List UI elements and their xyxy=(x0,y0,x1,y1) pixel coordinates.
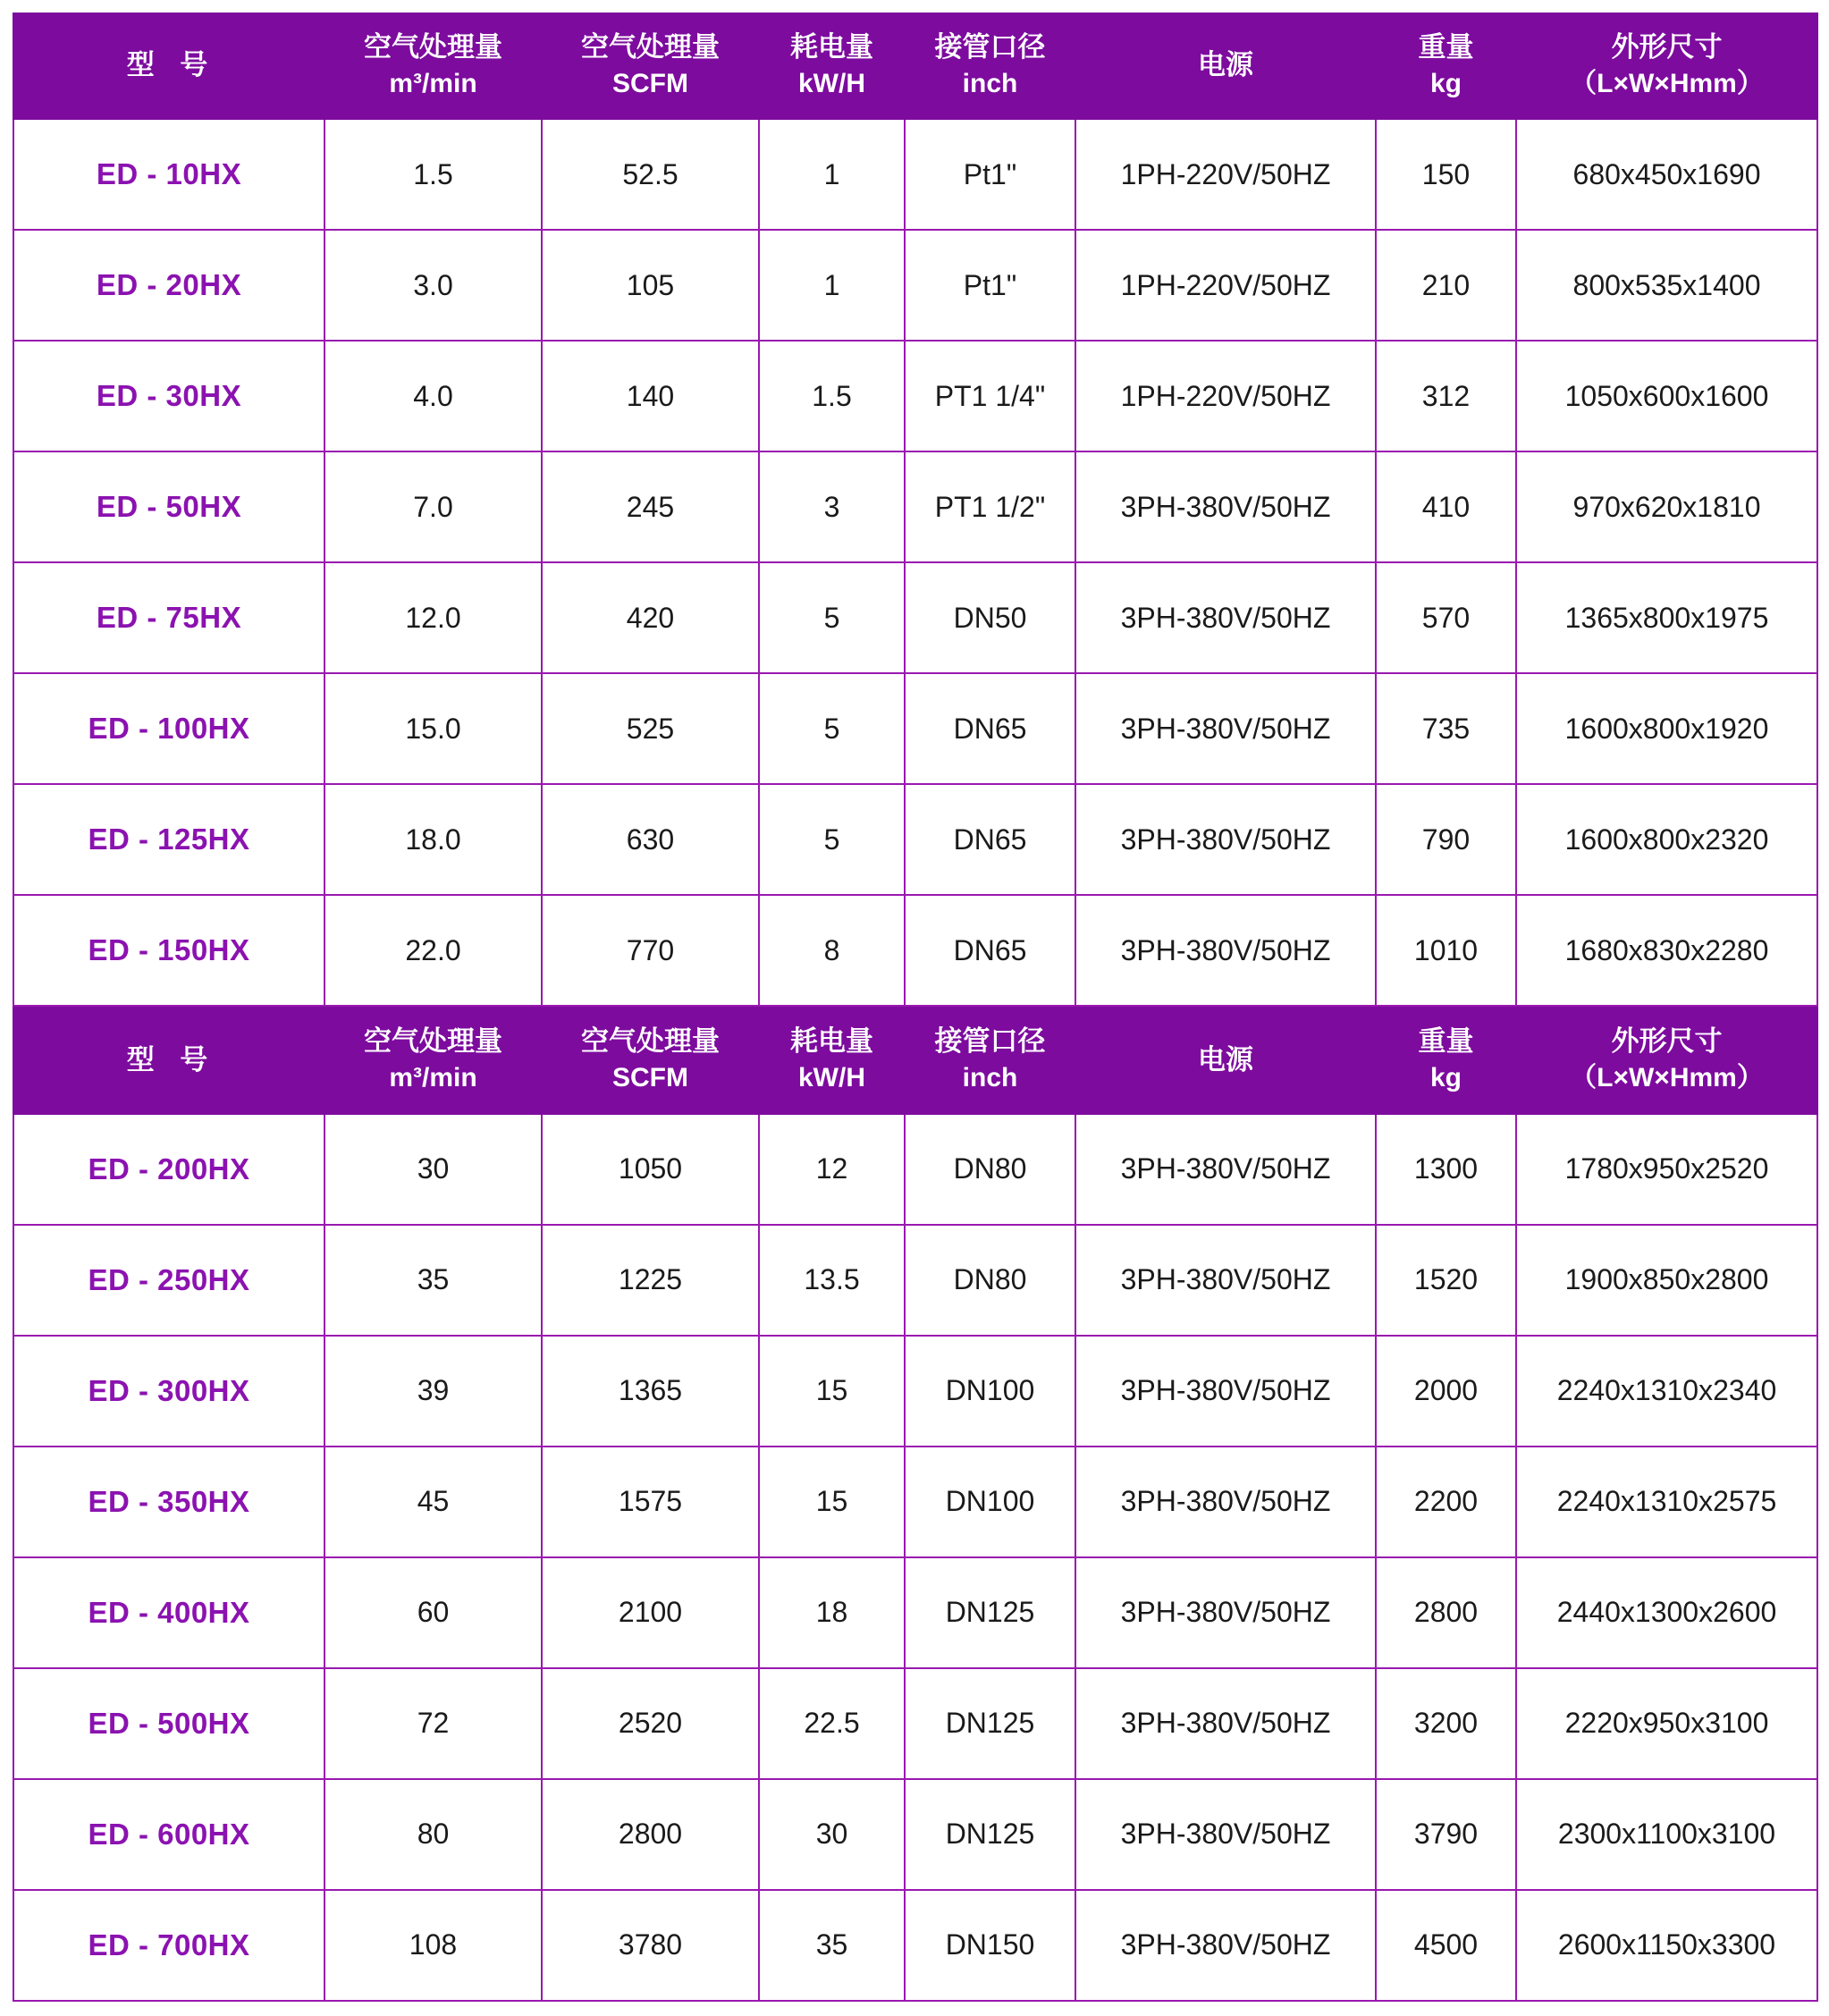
cell-power-supply: 1PH-220V/50HZ xyxy=(1075,341,1376,451)
table-row xyxy=(13,1890,1817,2001)
cell-air-capacity-scfm: 245 xyxy=(542,451,759,562)
cell-weight: 210 xyxy=(1376,230,1516,341)
cell-weight: 150 xyxy=(1376,119,1516,230)
cell-power-supply: 3PH-380V/50HZ xyxy=(1075,784,1376,895)
cell-model: ED - 50HX xyxy=(13,451,324,562)
specification-table-top xyxy=(13,13,1818,1007)
cell-model: ED - 75HX xyxy=(13,562,324,673)
cell-power-supply: 3PH-380V/50HZ xyxy=(1075,1668,1376,1779)
column-header-pipe-diameter-sub: inch xyxy=(962,1063,1018,1093)
cell-model: ED - 10HX xyxy=(13,119,324,230)
cell-power-consumption: 35 xyxy=(759,1890,905,2001)
cell-weight: 1520 xyxy=(1376,1225,1516,1336)
header-row xyxy=(13,13,1817,119)
column-header-power-consumption xyxy=(759,1008,905,1113)
cell-air-capacity-scfm: 525 xyxy=(542,673,759,784)
cell-dimensions: 1365x800x1975 xyxy=(1516,562,1817,673)
column-header-air-capacity-scfm-main: 空气处理量 xyxy=(581,31,720,63)
column-header-air-capacity-m3-main: 空气处理量 xyxy=(364,31,502,63)
cell-model: ED - 100HX xyxy=(13,673,324,784)
cell-weight: 312 xyxy=(1376,341,1516,451)
table-bottom-header xyxy=(13,1008,1817,1113)
table-top-body xyxy=(13,119,1817,1006)
column-header-power-consumption-sub: kW/H xyxy=(798,1063,865,1093)
table-row xyxy=(13,1114,1817,1225)
table-row xyxy=(13,895,1817,1006)
cell-model: ED - 400HX xyxy=(13,1557,324,1668)
cell-air-capacity-scfm: 2800 xyxy=(542,1779,759,1890)
cell-air-capacity-scfm: 1575 xyxy=(542,1447,759,1557)
column-header-model-main: 型 号 xyxy=(126,1043,217,1075)
cell-air-capacity-m3: 3.0 xyxy=(324,230,542,341)
column-header-power-consumption-main: 耗电量 xyxy=(790,1025,873,1058)
cell-weight: 790 xyxy=(1376,784,1516,895)
column-header-pipe-diameter-main: 接管口径 xyxy=(934,31,1046,63)
cell-dimensions: 1600x800x1920 xyxy=(1516,673,1817,784)
cell-power-supply: 3PH-380V/50HZ xyxy=(1075,1779,1376,1890)
column-header-air-capacity-scfm xyxy=(542,13,759,119)
column-header-air-capacity-scfm-sub: SCFM xyxy=(612,1063,688,1093)
column-header-dimensions-sub: （L×W×Hmm） xyxy=(1570,1063,1764,1093)
column-header-dimensions xyxy=(1516,1008,1817,1113)
cell-dimensions: 2220x950x3100 xyxy=(1516,1668,1817,1779)
cell-air-capacity-m3: 80 xyxy=(324,1779,542,1890)
column-header-dimensions-main: 外形尺寸 xyxy=(1611,31,1723,63)
column-header-model-main: 型 号 xyxy=(126,49,217,81)
column-header-air-capacity-m3 xyxy=(324,13,542,119)
cell-power-consumption: 30 xyxy=(759,1779,905,1890)
cell-power-supply: 3PH-380V/50HZ xyxy=(1075,1447,1376,1557)
cell-pipe-diameter: DN100 xyxy=(905,1336,1075,1447)
cell-air-capacity-scfm: 3780 xyxy=(542,1890,759,2001)
table-row xyxy=(13,1557,1817,1668)
cell-dimensions: 680x450x1690 xyxy=(1516,119,1817,230)
table-top-header xyxy=(13,13,1817,119)
cell-power-consumption: 5 xyxy=(759,673,905,784)
cell-air-capacity-m3: 60 xyxy=(324,1557,542,1668)
column-header-air-capacity-m3-main: 空气处理量 xyxy=(364,1025,502,1058)
cell-power-consumption: 5 xyxy=(759,784,905,895)
column-header-air-capacity-scfm-main: 空气处理量 xyxy=(581,1025,720,1058)
cell-weight: 3200 xyxy=(1376,1668,1516,1779)
cell-power-consumption: 3 xyxy=(759,451,905,562)
cell-model: ED - 700HX xyxy=(13,1890,324,2001)
cell-air-capacity-m3: 72 xyxy=(324,1668,542,1779)
cell-weight: 3790 xyxy=(1376,1779,1516,1890)
cell-dimensions: 1050x600x1600 xyxy=(1516,341,1817,451)
cell-air-capacity-scfm: 105 xyxy=(542,230,759,341)
column-header-model xyxy=(13,1008,324,1113)
cell-air-capacity-m3: 39 xyxy=(324,1336,542,1447)
table-row xyxy=(13,1668,1817,1779)
cell-air-capacity-scfm: 770 xyxy=(542,895,759,1006)
cell-air-capacity-scfm: 140 xyxy=(542,341,759,451)
cell-model: ED - 250HX xyxy=(13,1225,324,1336)
cell-pipe-diameter: DN125 xyxy=(905,1557,1075,1668)
cell-model: ED - 125HX xyxy=(13,784,324,895)
cell-power-consumption: 5 xyxy=(759,562,905,673)
cell-power-consumption: 1 xyxy=(759,119,905,230)
cell-model: ED - 200HX xyxy=(13,1114,324,1225)
column-header-dimensions-sub: （L×W×Hmm） xyxy=(1570,68,1764,98)
cell-weight: 1010 xyxy=(1376,895,1516,1006)
cell-weight: 2200 xyxy=(1376,1447,1516,1557)
cell-power-supply: 3PH-380V/50HZ xyxy=(1075,1114,1376,1225)
table-row xyxy=(13,562,1817,673)
cell-power-supply: 1PH-220V/50HZ xyxy=(1075,119,1376,230)
column-header-pipe-diameter xyxy=(905,13,1075,119)
column-header-power-consumption-sub: kW/H xyxy=(798,68,865,98)
cell-air-capacity-scfm: 2100 xyxy=(542,1557,759,1668)
cell-pipe-diameter: PT1 1/2" xyxy=(905,451,1075,562)
column-header-pipe-diameter-main: 接管口径 xyxy=(934,1025,1046,1058)
cell-pipe-diameter: Pt1" xyxy=(905,230,1075,341)
cell-pipe-diameter: DN65 xyxy=(905,784,1075,895)
cell-dimensions: 1900x850x2800 xyxy=(1516,1225,1817,1336)
cell-model: ED - 350HX xyxy=(13,1447,324,1557)
cell-pipe-diameter: PT1 1/4" xyxy=(905,341,1075,451)
column-header-weight xyxy=(1376,1008,1516,1113)
column-header-power-supply-main: 电源 xyxy=(1198,49,1253,81)
cell-air-capacity-m3: 35 xyxy=(324,1225,542,1336)
cell-pipe-diameter: Pt1" xyxy=(905,119,1075,230)
table-row xyxy=(13,673,1817,784)
cell-air-capacity-m3: 22.0 xyxy=(324,895,542,1006)
cell-model: ED - 300HX xyxy=(13,1336,324,1447)
table-row xyxy=(13,451,1817,562)
cell-dimensions: 800x535x1400 xyxy=(1516,230,1817,341)
cell-pipe-diameter: DN125 xyxy=(905,1668,1075,1779)
column-header-air-capacity-m3 xyxy=(324,1008,542,1113)
column-header-air-capacity-scfm-sub: SCFM xyxy=(612,68,688,98)
cell-air-capacity-scfm: 630 xyxy=(542,784,759,895)
column-header-pipe-diameter xyxy=(905,1008,1075,1113)
cell-pipe-diameter: DN50 xyxy=(905,562,1075,673)
column-header-weight xyxy=(1376,13,1516,119)
table-row xyxy=(13,341,1817,451)
cell-air-capacity-m3: 45 xyxy=(324,1447,542,1557)
cell-power-consumption: 13.5 xyxy=(759,1225,905,1336)
cell-power-supply: 3PH-380V/50HZ xyxy=(1075,895,1376,1006)
cell-air-capacity-m3: 1.5 xyxy=(324,119,542,230)
column-header-weight-main: 重量 xyxy=(1418,1025,1474,1058)
cell-air-capacity-m3: 7.0 xyxy=(324,451,542,562)
cell-dimensions: 2240x1310x2340 xyxy=(1516,1336,1817,1447)
column-header-weight-sub: kg xyxy=(1429,68,1462,98)
cell-model: ED - 600HX xyxy=(13,1779,324,1890)
cell-pipe-diameter: DN65 xyxy=(905,895,1075,1006)
cell-air-capacity-scfm: 2520 xyxy=(542,1668,759,1779)
column-header-weight-sub: kg xyxy=(1429,1063,1462,1093)
column-header-pipe-diameter-sub: inch xyxy=(962,68,1018,98)
cell-air-capacity-m3: 4.0 xyxy=(324,341,542,451)
column-header-dimensions xyxy=(1516,13,1817,119)
column-header-air-capacity-m3-sub: m³/min xyxy=(389,1063,477,1093)
cell-power-supply: 3PH-380V/50HZ xyxy=(1075,673,1376,784)
cell-weight: 570 xyxy=(1376,562,1516,673)
cell-air-capacity-scfm: 420 xyxy=(542,562,759,673)
cell-air-capacity-scfm: 1225 xyxy=(542,1225,759,1336)
cell-pipe-diameter: DN65 xyxy=(905,673,1075,784)
column-header-power-supply xyxy=(1075,1008,1376,1113)
cell-dimensions: 970x620x1810 xyxy=(1516,451,1817,562)
cell-power-supply: 3PH-380V/50HZ xyxy=(1075,1336,1376,1447)
cell-dimensions: 1780x950x2520 xyxy=(1516,1114,1817,1225)
cell-power-supply: 3PH-380V/50HZ xyxy=(1075,1225,1376,1336)
cell-power-supply: 3PH-380V/50HZ xyxy=(1075,451,1376,562)
header-row xyxy=(13,1008,1817,1113)
column-header-air-capacity-scfm xyxy=(542,1008,759,1113)
cell-dimensions: 2440x1300x2600 xyxy=(1516,1557,1817,1668)
column-header-power-consumption-main: 耗电量 xyxy=(790,31,873,63)
column-header-weight-main: 重量 xyxy=(1418,31,1474,63)
cell-pipe-diameter: DN150 xyxy=(905,1890,1075,2001)
cell-dimensions: 1680x830x2280 xyxy=(1516,895,1817,1006)
cell-power-consumption: 18 xyxy=(759,1557,905,1668)
cell-pipe-diameter: DN80 xyxy=(905,1114,1075,1225)
cell-power-consumption: 1.5 xyxy=(759,341,905,451)
cell-power-consumption: 15 xyxy=(759,1447,905,1557)
column-header-dimensions-main: 外形尺寸 xyxy=(1611,1025,1723,1058)
column-header-air-capacity-m3-sub: m³/min xyxy=(389,68,477,98)
cell-air-capacity-m3: 12.0 xyxy=(324,562,542,673)
cell-air-capacity-scfm: 1365 xyxy=(542,1336,759,1447)
cell-model: ED - 500HX xyxy=(13,1668,324,1779)
cell-pipe-diameter: DN125 xyxy=(905,1779,1075,1890)
cell-power-consumption: 1 xyxy=(759,230,905,341)
cell-dimensions: 2240x1310x2575 xyxy=(1516,1447,1817,1557)
table-row xyxy=(13,784,1817,895)
cell-dimensions: 2300x1100x3100 xyxy=(1516,1779,1817,1890)
cell-air-capacity-m3: 15.0 xyxy=(324,673,542,784)
specification-table-bottom xyxy=(13,1007,1818,2001)
cell-weight: 1300 xyxy=(1376,1114,1516,1225)
cell-power-supply: 3PH-380V/50HZ xyxy=(1075,1890,1376,2001)
cell-weight: 2800 xyxy=(1376,1557,1516,1668)
cell-air-capacity-scfm: 1050 xyxy=(542,1114,759,1225)
table-row xyxy=(13,1225,1817,1336)
column-header-power-consumption xyxy=(759,13,905,119)
cell-model: ED - 20HX xyxy=(13,230,324,341)
cell-pipe-diameter: DN100 xyxy=(905,1447,1075,1557)
cell-power-supply: 3PH-380V/50HZ xyxy=(1075,562,1376,673)
cell-power-consumption: 15 xyxy=(759,1336,905,1447)
table-row xyxy=(13,1336,1817,1447)
cell-pipe-diameter: DN80 xyxy=(905,1225,1075,1336)
cell-model: ED - 150HX xyxy=(13,895,324,1006)
cell-air-capacity-scfm: 52.5 xyxy=(542,119,759,230)
cell-power-consumption: 12 xyxy=(759,1114,905,1225)
cell-air-capacity-m3: 108 xyxy=(324,1890,542,2001)
table-bottom-body xyxy=(13,1114,1817,2001)
column-header-model xyxy=(13,13,324,119)
cell-air-capacity-m3: 18.0 xyxy=(324,784,542,895)
cell-power-supply: 3PH-380V/50HZ xyxy=(1075,1557,1376,1668)
cell-power-consumption: 22.5 xyxy=(759,1668,905,1779)
column-header-power-supply xyxy=(1075,13,1376,119)
cell-power-consumption: 8 xyxy=(759,895,905,1006)
cell-model: ED - 30HX xyxy=(13,341,324,451)
cell-air-capacity-m3: 30 xyxy=(324,1114,542,1225)
column-header-power-supply-main: 电源 xyxy=(1198,1043,1253,1075)
cell-dimensions: 2600x1150x3300 xyxy=(1516,1890,1817,2001)
table-row xyxy=(13,230,1817,341)
cell-dimensions: 1600x800x2320 xyxy=(1516,784,1817,895)
table-row xyxy=(13,1779,1817,1890)
table-row xyxy=(13,1447,1817,1557)
cell-weight: 410 xyxy=(1376,451,1516,562)
cell-power-supply: 1PH-220V/50HZ xyxy=(1075,230,1376,341)
table-row xyxy=(13,119,1817,230)
cell-weight: 2000 xyxy=(1376,1336,1516,1447)
cell-weight: 735 xyxy=(1376,673,1516,784)
cell-weight: 4500 xyxy=(1376,1890,1516,2001)
